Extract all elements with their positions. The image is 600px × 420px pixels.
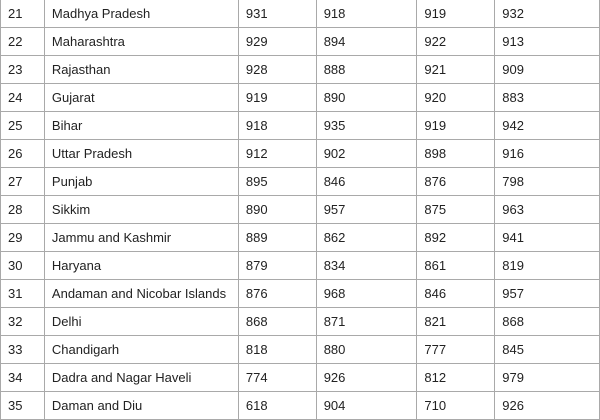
table-row (1, 140, 600, 168)
table-row (1, 196, 600, 224)
value-cell: 876 (417, 168, 495, 196)
value-cell: 618 (238, 392, 316, 420)
value-cell: 861 (417, 252, 495, 280)
value-cell: 920 (417, 84, 495, 112)
value-cell: 890 (238, 196, 316, 224)
value-cell: 904 (316, 392, 417, 420)
value-cell: 918 (238, 112, 316, 140)
table-row (1, 28, 600, 56)
value-cell: 868 (495, 308, 600, 336)
table-row (1, 224, 600, 252)
table-row (1, 336, 600, 364)
value-cell: 895 (238, 168, 316, 196)
rank-cell: 23 (1, 56, 45, 84)
state-name-cell: Delhi (44, 308, 238, 336)
rank-cell: 33 (1, 336, 45, 364)
table-row (1, 112, 600, 140)
value-cell: 931 (238, 0, 316, 28)
value-cell: 935 (316, 112, 417, 140)
value-cell: 875 (417, 196, 495, 224)
value-cell: 919 (417, 112, 495, 140)
value-cell: 902 (316, 140, 417, 168)
value-cell: 957 (495, 280, 600, 308)
value-cell: 963 (495, 196, 600, 224)
value-cell: 926 (495, 392, 600, 420)
value-cell: 774 (238, 364, 316, 392)
rank-cell: 35 (1, 392, 45, 420)
value-cell: 894 (316, 28, 417, 56)
value-cell: 889 (238, 224, 316, 252)
value-cell: 846 (316, 168, 417, 196)
value-cell: 942 (495, 112, 600, 140)
value-cell: 819 (495, 252, 600, 280)
value-cell: 862 (316, 224, 417, 252)
rank-cell: 21 (1, 0, 45, 28)
value-cell: 868 (238, 308, 316, 336)
table-row (1, 84, 600, 112)
value-cell: 812 (417, 364, 495, 392)
value-cell: 926 (316, 364, 417, 392)
value-cell: 777 (417, 336, 495, 364)
state-name-cell: Maharashtra (44, 28, 238, 56)
state-name-cell: Andaman and Nicobar Islands (44, 280, 238, 308)
rank-cell: 29 (1, 224, 45, 252)
rank-cell: 34 (1, 364, 45, 392)
state-name-cell: Punjab (44, 168, 238, 196)
state-name-cell: Jammu and Kashmir (44, 224, 238, 252)
value-cell: 898 (417, 140, 495, 168)
table-row (1, 56, 600, 84)
state-name-cell: Uttar Pradesh (44, 140, 238, 168)
value-cell: 883 (495, 84, 600, 112)
rank-cell: 22 (1, 28, 45, 56)
state-name-cell: Dadra and Nagar Haveli (44, 364, 238, 392)
state-name-cell: Daman and Diu (44, 392, 238, 420)
value-cell: 916 (495, 140, 600, 168)
table-row (1, 392, 600, 420)
value-cell: 968 (316, 280, 417, 308)
value-cell: 890 (316, 84, 417, 112)
value-cell: 913 (495, 28, 600, 56)
value-cell: 921 (417, 56, 495, 84)
table-row (1, 364, 600, 392)
value-cell: 941 (495, 224, 600, 252)
state-name-cell: Bihar (44, 112, 238, 140)
state-name-cell: Gujarat (44, 84, 238, 112)
value-cell: 871 (316, 308, 417, 336)
value-cell: 919 (417, 0, 495, 28)
table-row (1, 168, 600, 196)
rank-cell: 25 (1, 112, 45, 140)
state-name-cell: Madhya Pradesh (44, 0, 238, 28)
value-cell: 929 (238, 28, 316, 56)
table-row (1, 0, 600, 28)
table-row (1, 252, 600, 280)
state-name-cell: Sikkim (44, 196, 238, 224)
rank-cell: 32 (1, 308, 45, 336)
rank-cell: 31 (1, 280, 45, 308)
value-cell: 892 (417, 224, 495, 252)
value-cell: 979 (495, 364, 600, 392)
state-name-cell: Rajasthan (44, 56, 238, 84)
value-cell: 880 (316, 336, 417, 364)
value-cell: 876 (238, 280, 316, 308)
value-cell: 879 (238, 252, 316, 280)
state-name-cell: Haryana (44, 252, 238, 280)
value-cell: 821 (417, 308, 495, 336)
state-name-cell: Chandigarh (44, 336, 238, 364)
rank-cell: 26 (1, 140, 45, 168)
value-cell: 957 (316, 196, 417, 224)
table-row (1, 308, 600, 336)
value-cell: 919 (238, 84, 316, 112)
rank-cell: 24 (1, 84, 45, 112)
table-body (1, 0, 600, 420)
value-cell: 845 (495, 336, 600, 364)
value-cell: 710 (417, 392, 495, 420)
rank-cell: 27 (1, 168, 45, 196)
rank-cell: 30 (1, 252, 45, 280)
value-cell: 798 (495, 168, 600, 196)
value-cell: 846 (417, 280, 495, 308)
value-cell: 912 (238, 140, 316, 168)
rank-cell: 28 (1, 196, 45, 224)
value-cell: 928 (238, 56, 316, 84)
value-cell: 932 (495, 0, 600, 28)
value-cell: 818 (238, 336, 316, 364)
value-cell: 909 (495, 56, 600, 84)
value-cell: 922 (417, 28, 495, 56)
value-cell: 918 (316, 0, 417, 28)
value-cell: 888 (316, 56, 417, 84)
value-cell: 834 (316, 252, 417, 280)
table-row (1, 280, 600, 308)
